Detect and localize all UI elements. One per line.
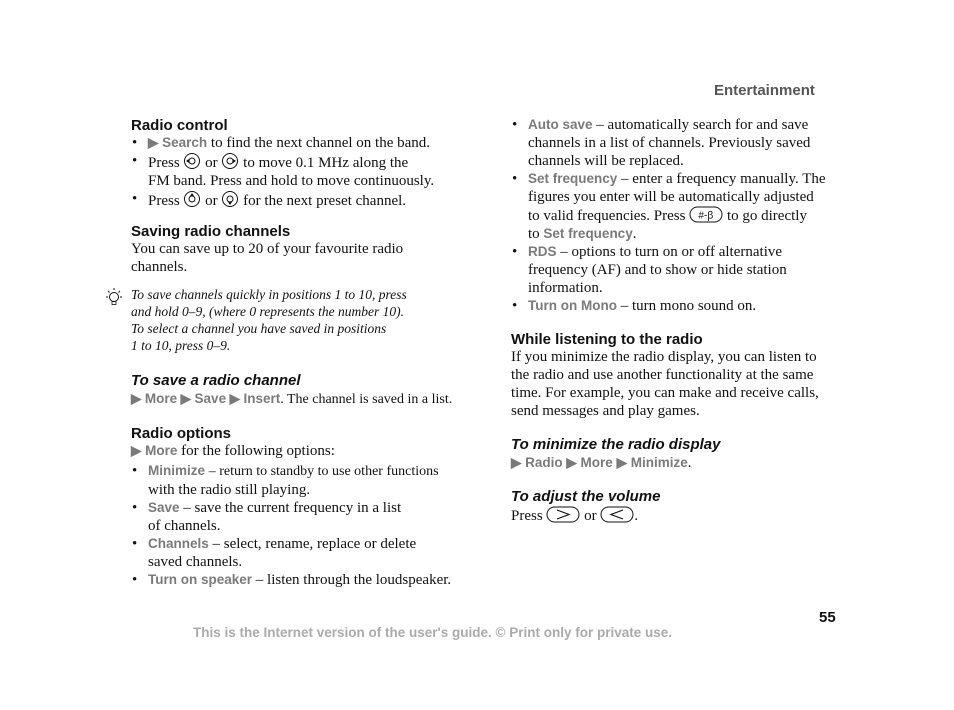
volume-down-key-icon	[600, 506, 634, 523]
volume-text: Press or .	[511, 508, 639, 524]
list-item: • ▶ Search to find the next channel on the band.	[131, 134, 471, 152]
svg-text:#-ꞵ: #-ꞵ	[698, 210, 714, 222]
arrow-icon: ▶	[131, 391, 142, 406]
list-item: • Channels – select, rename, replace or delete saved channels.	[131, 535, 476, 571]
arrow-icon: ▶	[511, 455, 522, 470]
listening-text: If you minimize the radio display, you can listen to the radio and use another functionality at the same time. For example, you can make and receive calls, send messages and play games.	[511, 349, 819, 419]
saving-heading: Saving radio channels	[131, 223, 291, 240]
nav-up-key-icon	[183, 190, 201, 208]
arrow-icon: ▶	[148, 135, 159, 150]
tip-note: To save channels quickly in positions 1 to 10, press and hold 0–9, (where 0 represents the number 10). To select a channel you have saved in positions 1 to 10, press 0–9.	[131, 287, 407, 353]
radio-control-heading: Radio control	[131, 117, 228, 134]
list-item: • Auto save – automatically search for and save channels in a list of channels. Previously saved channels will be replaced.	[511, 116, 851, 170]
lightbulb-tip-icon	[103, 287, 125, 309]
minimize-path: ▶ Radio ▶ More ▶ Minimize.	[511, 455, 692, 471]
arrow-icon: ▶	[616, 455, 627, 470]
radio-control-list	[131, 134, 471, 210]
list-item: • Press or to move 0.1 MHz along the FM band. Press and hold to move continuously.	[131, 152, 471, 190]
list-item: • RDS – options to turn on or off alternative frequency (AF) and to show or hide station information.	[511, 243, 851, 297]
nav-right-key-icon	[221, 152, 239, 170]
list-item: • Press or for the next preset channel.	[131, 190, 471, 210]
radio-options-intro: ▶ More for the following options:	[131, 443, 335, 459]
menu-link-search: Search	[162, 135, 208, 150]
list-item: • Turn on Mono – turn mono sound on.	[511, 297, 851, 315]
radio-options-list	[131, 462, 476, 589]
nav-left-key-icon	[183, 152, 201, 170]
list-item: • Save – save the current frequency in a list of channels.	[131, 499, 476, 535]
listening-heading: While listening to the radio	[511, 331, 703, 348]
radio-options-heading: Radio options	[131, 425, 231, 442]
list-item: • Set frequency – enter a frequency manually. The figures you enter will be automatically adjusted to valid frequencies. Press #-ꞵ to go directly to Set frequency.	[511, 170, 851, 243]
arrow-icon: ▶	[229, 391, 240, 406]
nav-down-key-icon	[221, 190, 239, 208]
save-channel-heading: To save a radio channel	[131, 372, 301, 389]
list-item: • Minimize – return to standby to use other functions with the radio still playing.	[131, 462, 476, 499]
footer-notice: This is the Internet version of the user's guide. © Print only for private use.	[193, 625, 672, 640]
hash-key-icon	[689, 206, 723, 223]
section-header: Entertainment	[714, 82, 815, 99]
save-channel-path: ▶ More ▶ Save ▶ Insert. The channel is saved in a list.	[131, 391, 453, 407]
arrow-icon: ▶	[180, 391, 192, 406]
volume-up-key-icon	[546, 506, 580, 523]
arrow-icon: ▶	[566, 455, 577, 470]
volume-heading: To adjust the volume	[511, 488, 661, 505]
minimize-heading: To minimize the radio display	[511, 436, 721, 453]
right-options-list	[511, 116, 851, 315]
list-item: • Turn on speaker – listen through the loudspeaker.	[131, 571, 476, 589]
page-number: 55	[819, 609, 836, 626]
arrow-icon: ▶	[131, 443, 142, 458]
saving-text: You can save up to 20 of your favourite radio channels.	[131, 241, 404, 275]
